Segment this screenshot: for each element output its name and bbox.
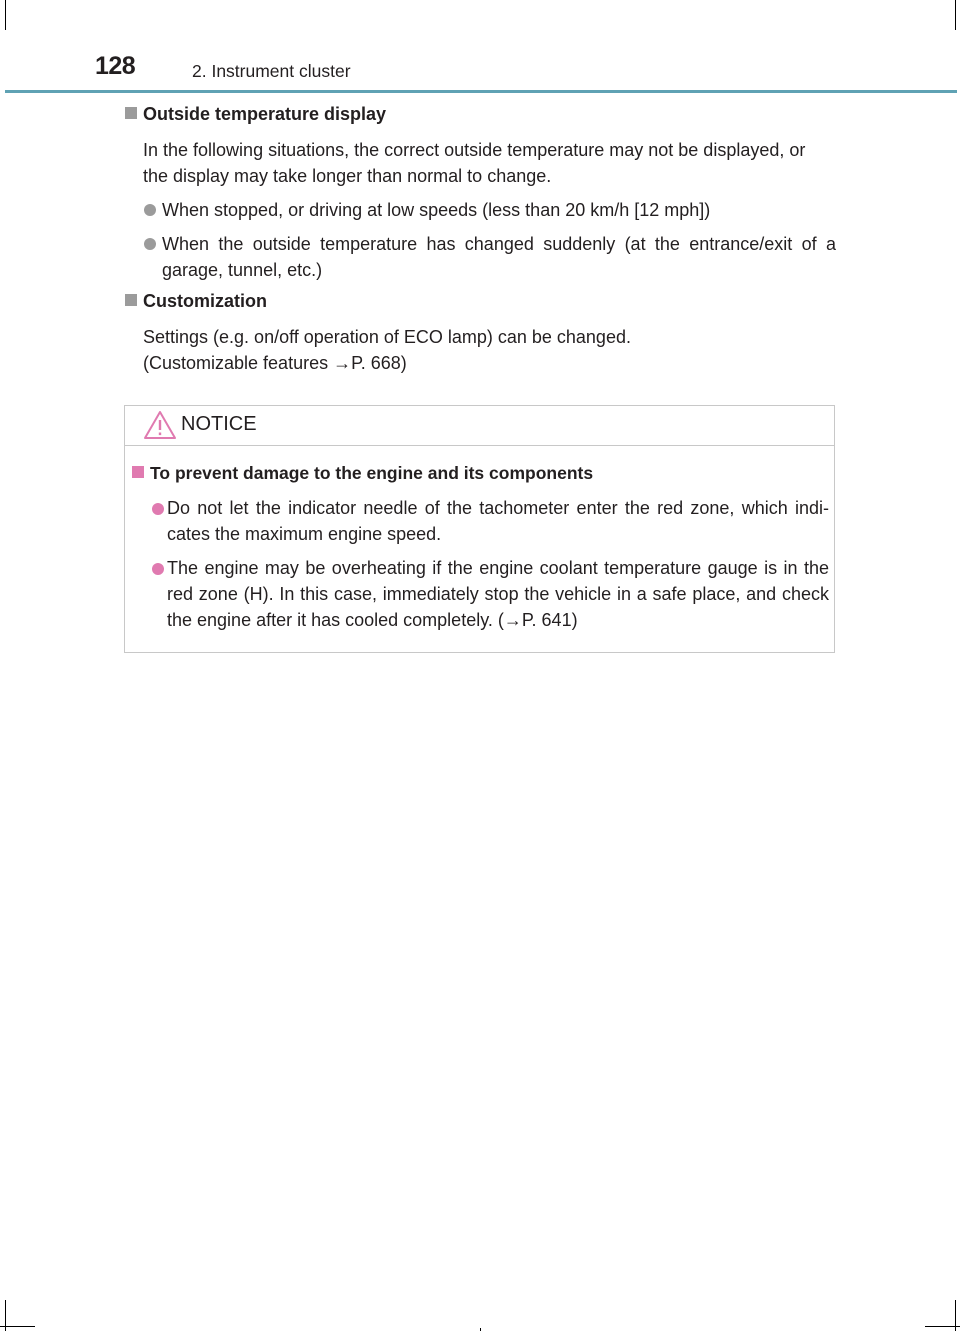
page-header: [0, 52, 960, 92]
warning-triangle-icon: [143, 410, 177, 440]
notice-box: [124, 405, 835, 653]
circle-bullet-icon: [152, 503, 164, 515]
crop-mark: [955, 0, 956, 30]
list-item: When the outside temperature has changed suddenly (at the entrance/exit of a garage, tunnel, etc.): [162, 234, 836, 280]
square-bullet-icon: [125, 107, 137, 119]
sub-heading-outside-temperature: Outside temperature display: [125, 104, 386, 125]
circle-bullet-icon: [152, 563, 164, 575]
notice-title: NOTICE: [181, 413, 257, 435]
paragraph-customization: Settings (e.g. on/off operation of ECO lamp) can be changed. (Customizable features →P. 668): [143, 327, 631, 373]
notice-heading: To prevent damage to the engine and its components: [132, 463, 593, 484]
crop-mark: [0, 1326, 35, 1327]
sub-heading-customization: Customization: [125, 291, 267, 312]
circle-bullet-icon: [144, 238, 156, 250]
list-item: The engine may be overheating if the engine coolant temperature gauge is in the red zone (H). In this case, immediately stop the vehicle in a safe place, and check the engine after it has cooled completely. (→P. 641): [167, 558, 829, 630]
notice-header: [125, 406, 834, 446]
list-item: Do not let the indicator needle of the tachometer enter the red zone, which indi-cates the maximum engine speed.: [167, 498, 829, 544]
circle-bullet-icon: [144, 204, 156, 216]
square-bullet-icon: [125, 294, 137, 306]
crop-mark: [925, 1326, 960, 1327]
paragraph-outside-temperature: In the following situations, the correct outside temperature may not be displayed, or the display may take longer than normal to change.: [143, 140, 806, 186]
list-item: When stopped, or driving at low speeds (less than 20 km/h [12 mph]): [162, 200, 711, 220]
header-divider: [5, 90, 957, 93]
crop-mark: [5, 0, 6, 30]
square-bullet-icon: [132, 466, 144, 478]
section-title: 2. Instrument cluster: [192, 61, 351, 81]
page-number: 128: [95, 52, 136, 80]
